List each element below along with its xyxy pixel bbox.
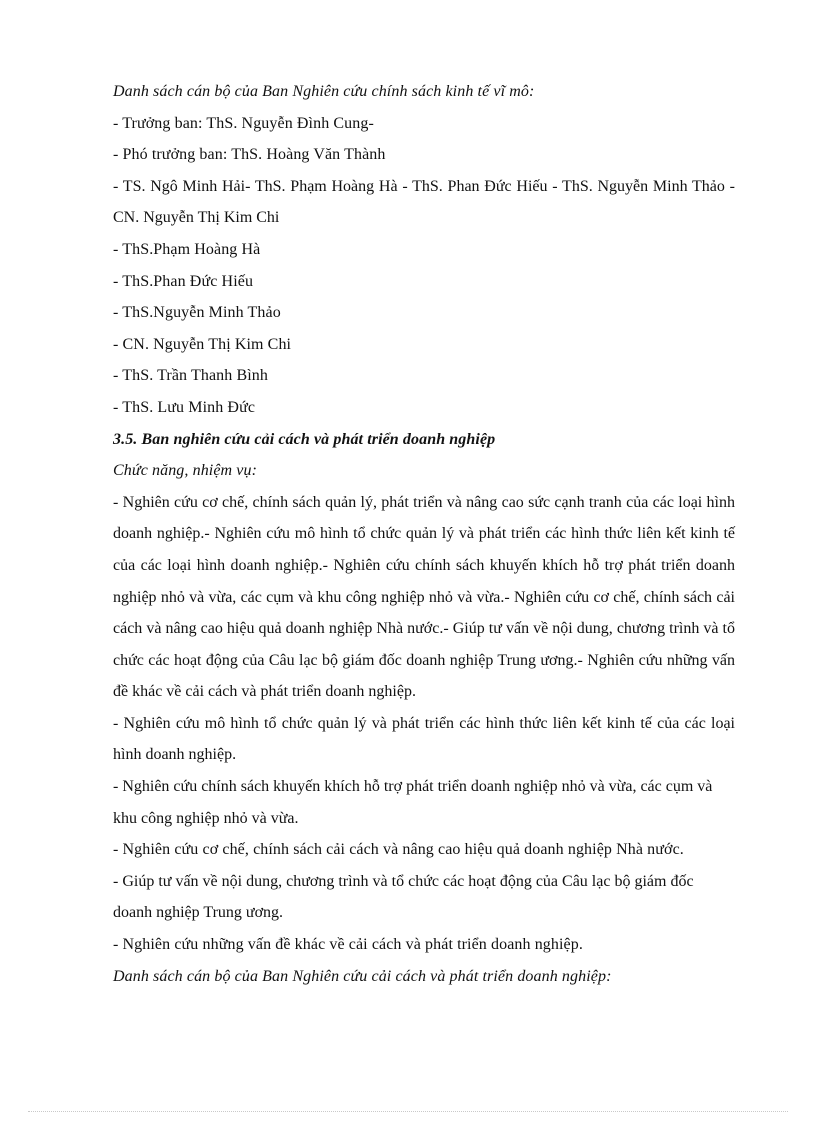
- section-subheading: Chức năng, nhiệm vụ:: [113, 462, 258, 480]
- page-bottom-border: [28, 1111, 788, 1112]
- staff-item: - ThS.Nguyễn Minh Thảo: [113, 304, 281, 322]
- staff-item: - ThS. Trần Thanh Bình: [113, 367, 268, 385]
- duty-item: - Nghiên cứu cơ chế, chính sách cải cách và nâng cao hiệu quả doanh nghiệp Nhà nước.: [113, 841, 684, 859]
- staff-item: - Phó trưởng ban: ThS. Hoàng Văn Thành: [113, 146, 386, 164]
- staff-list-title-enterprise: Danh sách cán bộ của Ban Nghiên cứu cải cách và phát triển doanh nghiệp:: [113, 967, 612, 985]
- section-heading: 3.5. Ban nghiên cứu cải cách và phát triển doanh nghiệp: [113, 430, 496, 448]
- duty-item: - Nghiên cứu mô hình tổ chức quản lý và phát triển các hình thức liên kết kinh tế của các loại hình doanh nghiệp.: [113, 714, 735, 764]
- document-page: [113, 76, 735, 992]
- duties-summary-paragraph: - Nghiên cứu cơ chế, chính sách quản lý, phát triển và nâng cao sức cạnh tranh của các loại hình doanh nghiệp.- Nghiên cứu mô hình tổ chức quản lý và phát triển các hình thức liên kết kinh tế của các loại hình doanh nghiệp.- Nghiên cứu chính sách khuyến khích hỗ trợ phát triển doanh nghiệp nhỏ và vừa, các cụm và khu công nghiệp nhỏ và vừa.- Nghiên cứu cơ chế, chính sách cải cách và nâng cao hiệu quả doanh nghiệp Nhà nước.- Giúp tư vấn về nội dung, chương trình và tổ chức các hoạt động của Câu lạc bộ giám đốc doanh nghiệp Trung ương.- Nghiên cứu những vấn đề khác về cải cách và phát triển doanh nghiệp.: [113, 493, 735, 701]
- staff-list-title-macro: Danh sách cán bộ của Ban Nghiên cứu chính sách kinh tế vĩ mô:: [113, 83, 535, 100]
- duty-item: - Giúp tư vấn về nội dung, chương trình và tổ chức các hoạt động của Câu lạc bộ giám đốc doanh nghiệp Trung ương.: [113, 872, 694, 922]
- staff-item: - CN. Nguyễn Thị Kim Chi: [113, 335, 292, 353]
- duty-item: - Nghiên cứu những vấn đề khác về cải cách và phát triển doanh nghiệp.: [113, 936, 583, 954]
- staff-item: - ThS.Phạm Hoàng Hà: [113, 240, 261, 258]
- staff-item: - Trưởng ban: ThS. Nguyễn Đình Cung-: [113, 114, 374, 132]
- staff-item: - ThS.Phan Đức Hiếu: [113, 272, 254, 290]
- staff-item: - ThS. Lưu Minh Đức: [113, 398, 256, 416]
- staff-item: - TS. Ngô Minh Hải- ThS. Phạm Hoàng Hà - ThS. Phan Đức Hiếu - ThS. Nguyễn Minh Thảo - CN. Nguyễn Thị Kim Chi: [113, 177, 735, 227]
- duty-item: - Nghiên cứu chính sách khuyến khích hỗ trợ phát triển doanh nghiệp nhỏ và vừa, các cụm và khu công nghiệp nhỏ và vừa.: [113, 778, 713, 827]
